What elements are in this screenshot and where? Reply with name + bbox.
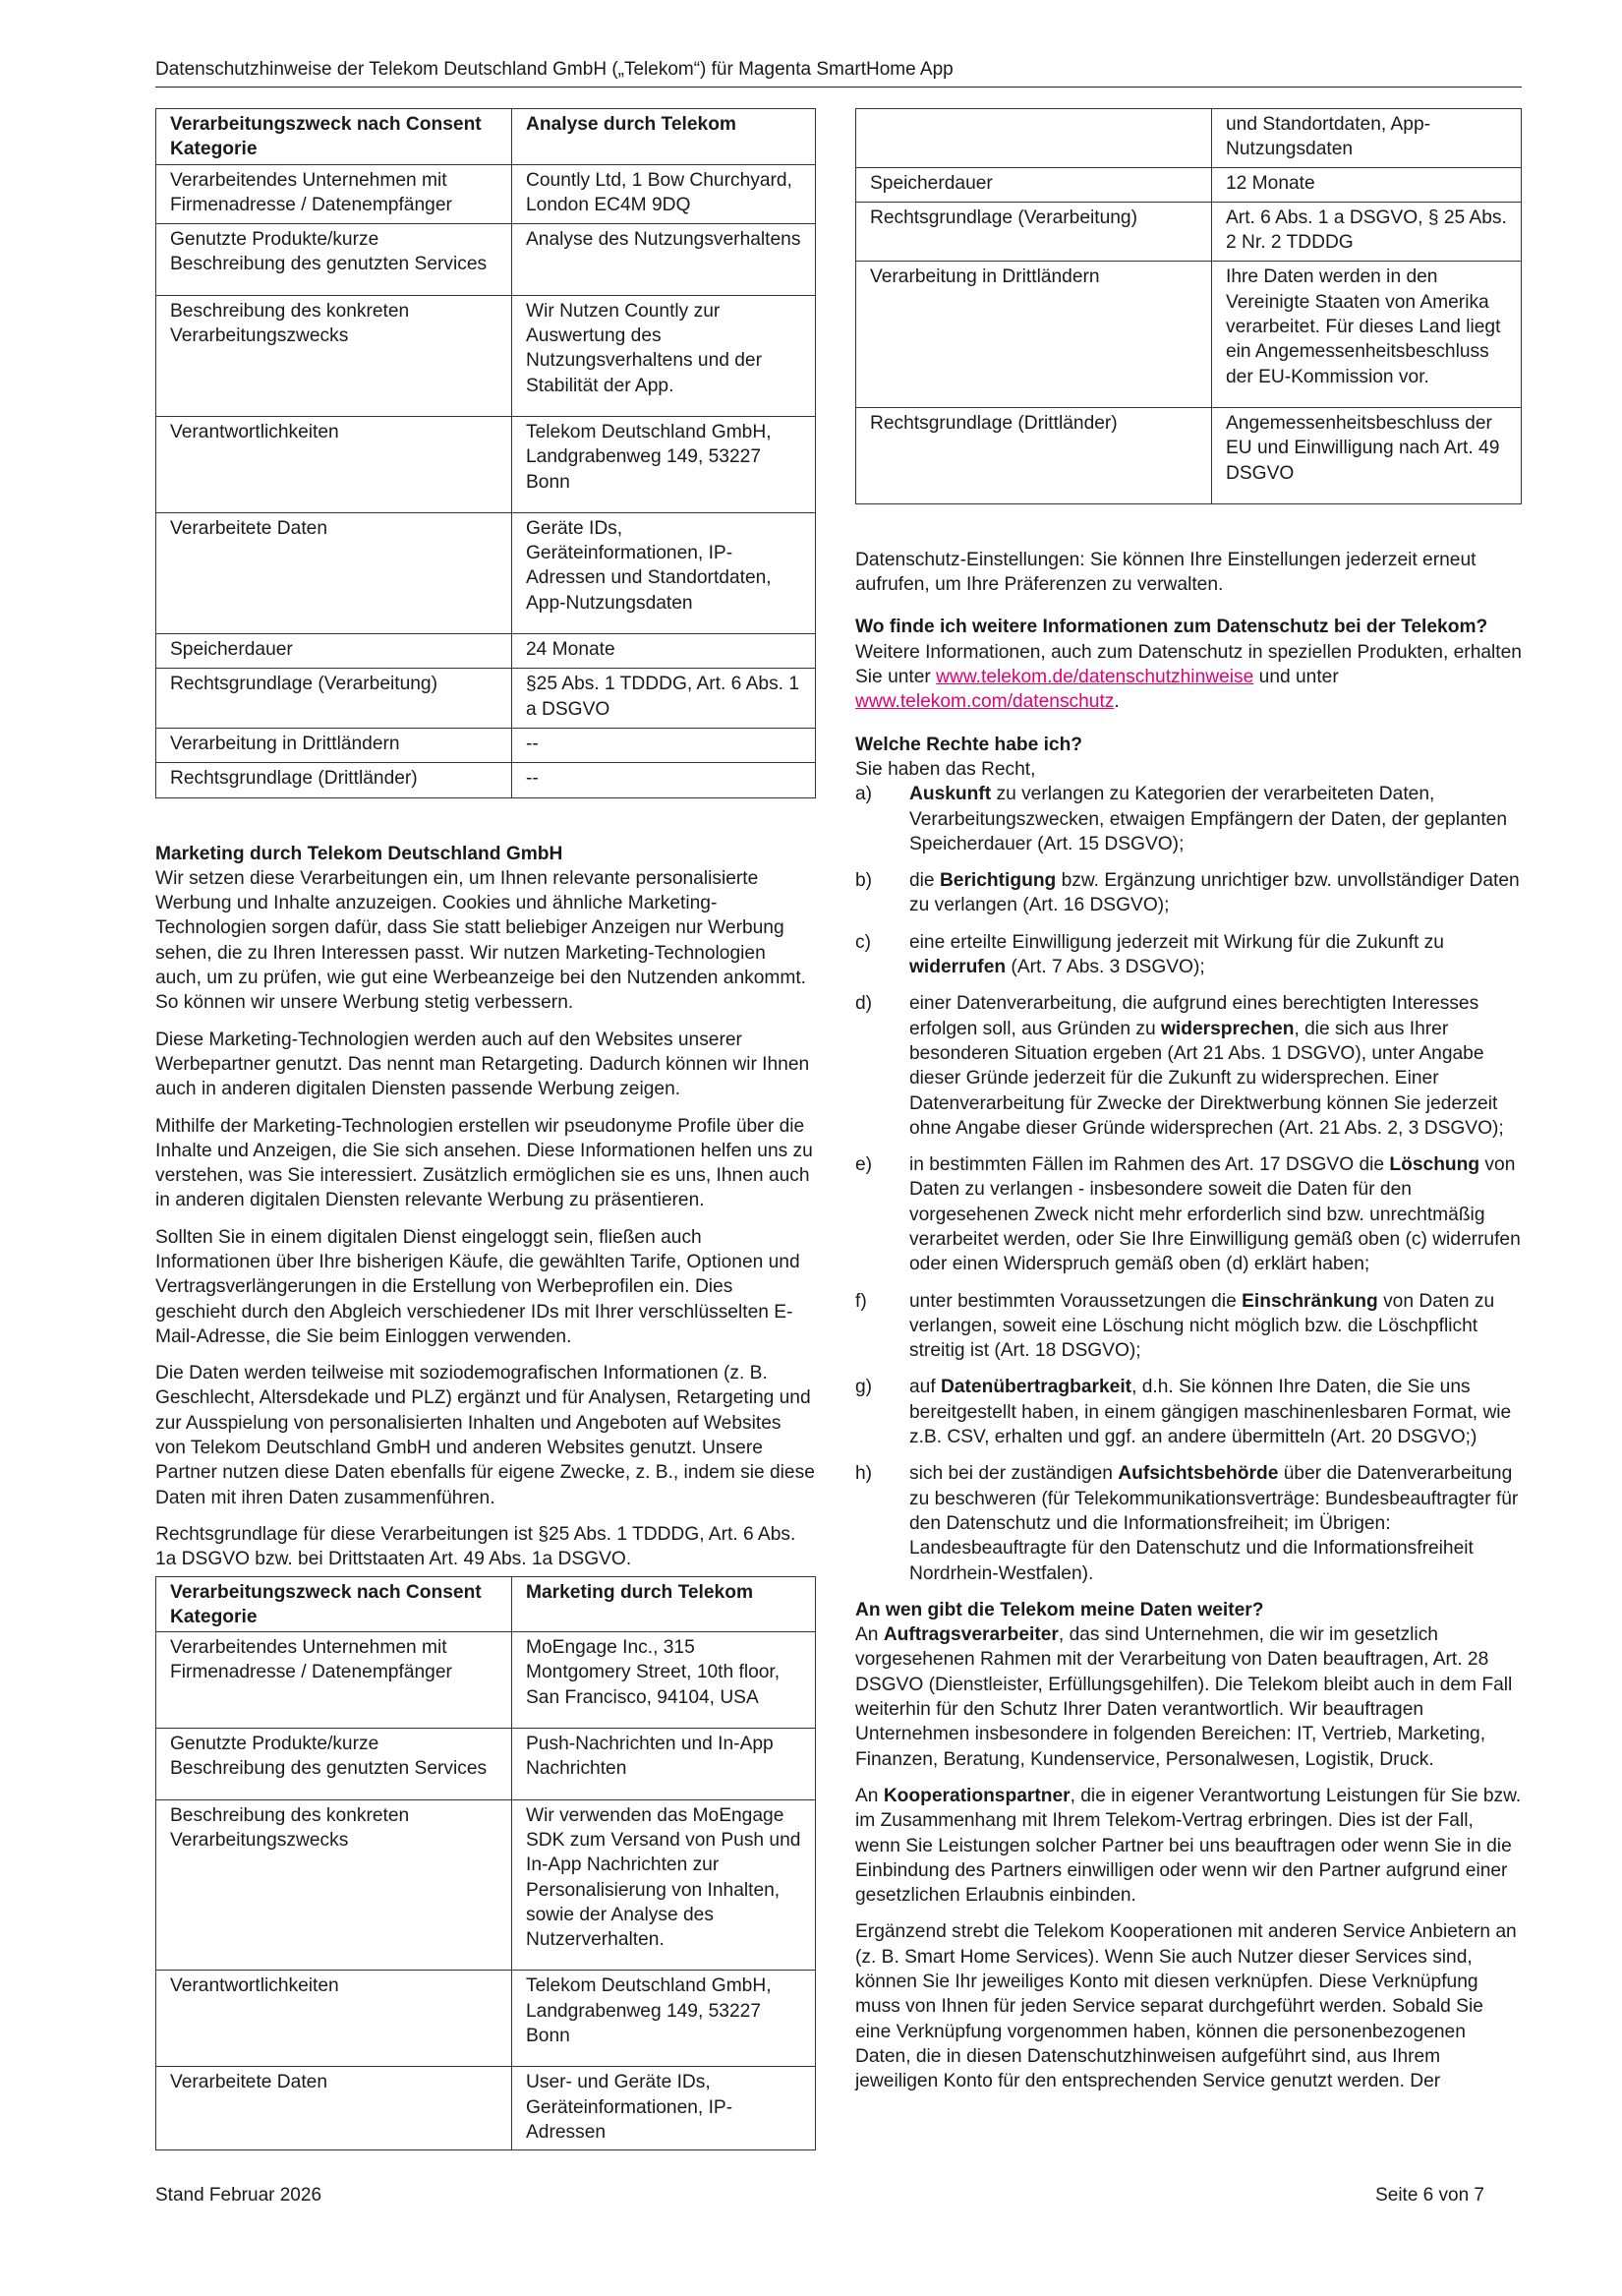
table-row [156, 763, 816, 797]
table-key-cell: Verarbeitung in Drittländern [156, 728, 512, 762]
table-key-cell: Verarbeitete Daten [156, 2067, 512, 2150]
more-info-text: Weitere Informationen, auch zum Datenschutz in speziellen Produkten, erhalten Sie unter [855, 641, 1522, 688]
list-item-text-part: auf [909, 1377, 942, 1398]
table-value-cell: und Standortdaten, App-Nutzungsdaten [1212, 109, 1522, 168]
telekom-de-privacy-link[interactable]: www.telekom.de/datenschutzhinweise [936, 667, 1254, 688]
list-item-text [909, 930, 1522, 980]
disclosure-emphasis: Kooperationspartner [883, 1785, 1071, 1806]
table-value-cell: Countly Ltd, 1 Bow Churchyard, London EC4M 9DQ [512, 164, 816, 224]
table-value-cell: Analyse des Nutzungsverhaltens [512, 224, 816, 296]
table-key-cell: Genutzte Produkte/kurze Beschreibung des genutzten Services [156, 224, 512, 296]
rights-intro: Sie haben das Recht, [855, 758, 1036, 780]
table-key-cell: Speicherdauer [156, 634, 512, 669]
table-row [156, 164, 816, 224]
table-key-cell: Verarbeitete Daten [156, 512, 512, 633]
list-item [855, 991, 1522, 1141]
disclosure-heading: An wen gibt die Telekom meine Daten weiter? [855, 1599, 1264, 1620]
table-value-cell: Art. 6 Abs. 1 a DSGVO, § 25 Abs. 2 Nr. 2 TDDDG [1212, 202, 1522, 262]
privacy-settings-text: Datenschutz-Einstellungen: Sie können Ihre Einstellungen jederzeit erneut aufrufen, um Ihre Präferenzen zu verwalten. [855, 549, 1477, 596]
table-value-cell: Push-Nachrichten und In-App Nachrichten [512, 1729, 816, 1800]
list-item [855, 930, 1522, 980]
table-row [156, 416, 816, 512]
table-key-cell: Verantwortlichkeiten [156, 416, 512, 512]
table-key-cell: Verarbeitendes Unternehmen mit Firmenadresse / Datenempfänger [156, 1632, 512, 1729]
disclosure-text: An [855, 1785, 884, 1806]
list-item-emphasis: Einschränkung [1242, 1290, 1378, 1312]
list-item-letter: h) [855, 1463, 873, 1485]
page-header: Datenschutzhinweise der Telekom Deutschland GmbH („Telekom“) für Magenta SmartHome App [155, 59, 1522, 88]
marketing-paragraph: Diese Marketing-Technologien werden auch auf den Websites unserer Werbepartner genutzt. Das nennt man Retargeting. Dadurch können wir Ihnen auch in anderen digitalen Diensten passende Werbung zeigen. [155, 1029, 810, 1100]
list-item-text-part: von Daten zu verlangen - insbesondere soweit die Daten für den vorgesehenen Zweck nicht mehr erforderlich sind bzw. unrechtmäßig verarbeitet werden, oder Sie Ihre Einwilligung gemäß oben (c) widerrufen oder einen Widerspruch gemäß oben (d) erklärt haben; [909, 1154, 1521, 1275]
table-value-cell: 12 Monate [1212, 167, 1522, 202]
rights-list [855, 782, 1522, 1586]
list-item-letter: e) [855, 1154, 873, 1176]
list-item-text [909, 1461, 1522, 1585]
table-key-cell: Rechtsgrundlage (Drittländer) [856, 407, 1212, 503]
disclosure-text: , die in eigener Verantwortung Leistungen für Sie bzw. im Zusammenhang mit Ihrem Telekom-Vertrag erbringen. Dies ist der Fall, wenn Sie Leistungen solcher Partner bei uns beauftragen oder wenn Sie in die Einbindung des Partners einwilligen oder wenn wir den Partner aufgrund einer gesetzlichen Erlaubnis einbinden. [855, 1785, 1522, 1907]
list-item-emphasis: Datenübertragbarkeit [941, 1377, 1132, 1398]
table-value-cell: Telekom Deutschland GmbH, Landgrabenweg 149, 53227 Bonn [512, 416, 816, 512]
table-header-row [156, 1576, 816, 1632]
disclosure-text: An [855, 1624, 884, 1646]
list-item [855, 1289, 1522, 1364]
table-row [856, 167, 1522, 202]
table-value-cell: Geräte IDs, Geräteinformationen, IP-Adressen und Standortdaten, App-Nutzungsdaten [512, 512, 816, 633]
table-key-cell: Beschreibung des konkreten Verarbeitungszwecks [156, 295, 512, 416]
list-item-text-part: die [909, 870, 940, 892]
more-info-heading: Wo finde ich weitere Informationen zum Datenschutz bei der Telekom? [855, 617, 1488, 638]
list-item-letter: c) [855, 931, 871, 953]
table-row [856, 109, 1522, 168]
list-item-text-part: über die Datenverarbeitung zu beschweren (für Telekommunikationsverträge: Bundesbeauftragter für den Datenschutz und die Informationsfreiheit; im Übrigen: Landesbeauftragte für den Datenschutz und die Informationsfreiheit Nordrhein-Westfalen). [909, 1463, 1519, 1584]
table-key-cell: Rechtsgrundlage (Verarbeitung) [156, 669, 512, 729]
list-item [855, 868, 1522, 918]
list-item [855, 1461, 1522, 1585]
list-item-text [909, 868, 1522, 918]
table-header-cell: Verarbeitungszweck nach Consent Kategorie [156, 109, 512, 165]
table-value-cell: Ihre Daten werden in den Vereinigte Staaten von Amerika verarbeitet. Für dieses Land liegt ein Angemessenheitsbeschluss der EU-Kommission vor. [1212, 262, 1522, 407]
disclosure-paragraph [855, 1622, 1522, 1772]
table-key-cell: Verarbeitendes Unternehmen mit Firmenadresse / Datenempfänger [156, 164, 512, 224]
disclosure-paragraph: Ergänzend strebt die Telekom Kooperationen mit anderen Service Anbietern an (z. B. Smart Home Services). Wenn Sie auch Nutzer dieser Services sind, können Sie Ihr jeweiliges Konto mit diesen verknüpfen. Diese Verknüpfung muss von Ihnen für jeden Service separat durchgeführt werden. Sobald Sie eine Verknüpfung vorgenommen haben, können die personenbezogenen Daten, die in diesen Datenschutzhinweisen aufgeführt sind, aus Ihrem jeweiligen Konto für den entsprechenden Service genutzt werden. Der [855, 1921, 1517, 2092]
table-value-cell: -- [512, 728, 816, 762]
table-value-cell: Angemessenheitsbeschluss der EU und Einwilligung nach Art. 49 DSGVO [1212, 407, 1522, 503]
list-item-text-part: in bestimmten Fällen im Rahmen des Art. 17 DSGVO die [909, 1154, 1390, 1176]
list-item-text-part: zu verlangen zu Kategorien der verarbeiteten Daten, Verarbeitungszwecken, etwaigen Empfängern der Daten, der geplanten Speicherdauer (Art. 15 DSGVO); [909, 784, 1507, 854]
table-header-row [156, 109, 816, 165]
table-value-cell: §25 Abs. 1 TDDDG, Art. 6 Abs. 1 a DSGVO [512, 669, 816, 729]
table-value-cell: Wir Nutzen Countly zur Auswertung des Nutzungsverhaltens und der Stabilität der App. [512, 295, 816, 416]
spacer [155, 798, 816, 842]
table-key-cell: Genutzte Produkte/kurze Beschreibung des genutzten Services [156, 1729, 512, 1800]
table-row [156, 295, 816, 416]
table-row [156, 634, 816, 669]
list-item-text-part: , d.h. Sie können Ihre Daten, die Sie uns bereitgestellt haben, in einem gängigen maschinenlesbaren Format, wie z.B. CSV, erhalten und ggf. an andere übermitteln (Art. 20 DSGVO;) [909, 1377, 1512, 1448]
list-item-text-part: unter bestimmten Voraussetzungen die [909, 1290, 1243, 1312]
list-item-letter: d) [855, 993, 873, 1015]
table-row [156, 1632, 816, 1729]
footer-page-number: Seite 6 von 7 [1375, 2185, 1484, 2206]
marketing-table [155, 1576, 816, 2151]
list-item-text [909, 1152, 1522, 1276]
list-item [855, 1375, 1522, 1449]
list-item-emphasis: widersprechen [1161, 1018, 1295, 1039]
list-item-text [909, 991, 1522, 1141]
list-item-letter: g) [855, 1377, 873, 1398]
rights-heading: Welche Rechte habe ich? [855, 734, 1083, 755]
table-row [156, 1971, 816, 2067]
marketing-legal-basis: Rechtsgrundlage für diese Verarbeitungen ist §25 Abs. 1 TDDDG, Art. 6 Abs. 1a DSGVO bzw. bei Drittstaaten Art. 49 Abs. 1a DSGVO. [155, 1523, 796, 1570]
list-item-emphasis: widerrufen [909, 957, 1007, 978]
table-row [856, 407, 1522, 503]
table-key-cell: Rechtsgrundlage (Drittländer) [156, 763, 512, 797]
more-info-text: und unter [1253, 667, 1339, 688]
table-row [156, 1729, 816, 1800]
list-item-text-part: , die sich aus Ihrer besonderen Situation ergeben (Art 21 Abs. 1 DSGVO), unter Angabe dieser Gründe jederzeit für die Zukunft zu widersprechen. Einer Datenverarbeitung für Zwecke der Direktwerbung können Sie jederzeit ohne Angabe dieser Gründe widersprechen (Art. 21 Abs. 2, 3 DSGVO); [909, 1018, 1504, 1139]
more-info-text: . [1114, 691, 1120, 713]
list-item-letter: f) [855, 1290, 867, 1312]
marketing-paragraph: Mithilfe der Marketing-Technologien erstellen wir pseudonyme Profile über die Inhalte und Anzeigen, die Sie sich ansehen. Diese Informationen helfen uns zu verstehen, was Sie interessiert. Zusätzlich ermöglichen sie es uns, Ihnen auch in anderen digitalen Diensten relevante Werbung zu präsentieren. [155, 1115, 813, 1211]
list-item-text-part: von Daten zu verlangen, soweit eine Löschung nicht möglich bzw. die Löschpflicht streitig ist (Art. 18 DSGVO); [909, 1290, 1495, 1362]
list-item-text-part: eine erteilte Einwilligung jederzeit mit Wirkung für die Zukunft zu [909, 931, 1444, 953]
table-key-cell: Verarbeitung in Drittländern [856, 262, 1212, 407]
list-item-text-part: einer Datenverarbeitung, die aufgrund eines berechtigten Interesses erfolgen soll, aus Gründen zu [909, 993, 1479, 1039]
table-value-cell: -- [512, 763, 816, 797]
table-key-cell: Verantwortlichkeiten [156, 1971, 512, 2067]
table-row [856, 202, 1522, 262]
disclosure-paragraph [855, 1784, 1522, 1908]
left-column [155, 108, 816, 2150]
table-row [156, 2067, 816, 2150]
table-row [156, 669, 816, 729]
list-item-text-part: sich bei der zuständigen [909, 1463, 1119, 1485]
table-row [156, 1799, 816, 1971]
analysis-table [155, 108, 816, 798]
table-value-cell: Telekom Deutschland GmbH, Landgrabenweg 149, 53227 Bonn [512, 1971, 816, 2067]
table-key-cell [856, 109, 1212, 168]
table-row [156, 512, 816, 633]
list-item-text [909, 1375, 1522, 1449]
list-item-letter: a) [855, 784, 873, 805]
marketing-paragraph: Sollten Sie in einem digitalen Dienst eingeloggt sein, fließen auch Informationen über Ihre bisherigen Käufe, die gewählten Tarife, Optionen und Vertragsverlängerungen in die Erstellung von Werbeprofilen ein. Dies geschieht durch den Abgleich verschiedener IDs mit Ihrer verschlüsselten E-Mail-Adresse, die Sie beim Einloggen verwenden. [155, 1226, 800, 1347]
table-header-cell: Marketing durch Telekom [512, 1576, 816, 1632]
table-row [856, 262, 1522, 407]
table-key-cell: Rechtsgrundlage (Verarbeitung) [856, 202, 1212, 262]
disclosure-emphasis: Auftragsverarbeiter [883, 1624, 1059, 1646]
marketing-table-continued [855, 108, 1522, 504]
telekom-com-privacy-link[interactable]: www.telekom.com/datenschutz [855, 691, 1115, 713]
table-row [156, 224, 816, 296]
table-value-cell: User- und Geräte IDs, Geräteinformationen, IP-Adressen [512, 2067, 816, 2150]
footer-date: Stand Februar 2026 [155, 2185, 322, 2206]
table-value-cell: MoEngage Inc., 315 Montgomery Street, 10th floor, San Francisco, 94104, USA [512, 1632, 816, 1729]
list-item-emphasis: Aufsichtsbehörde [1118, 1463, 1279, 1485]
more-info-paragraph [855, 640, 1522, 715]
list-item-text [909, 782, 1522, 856]
marketing-heading: Marketing durch Telekom Deutschland GmbH [155, 843, 563, 864]
table-header-cell: Analyse durch Telekom [512, 109, 816, 165]
right-column [855, 108, 1522, 2105]
table-key-cell: Beschreibung des konkreten Verarbeitungszwecks [156, 1799, 512, 1971]
list-item-text-part: (Art. 7 Abs. 3 DSGVO); [1006, 957, 1205, 978]
list-item-letter: b) [855, 870, 873, 892]
table-value-cell: Wir verwenden das MoEngage SDK zum Versand von Push und In-App Nachrichten zur Personalisierung von Inhalten, sowie der Analyse des Nutzerverhalten. [512, 1799, 816, 1971]
list-item-emphasis: Berichtigung [939, 870, 1057, 892]
table-row [156, 728, 816, 762]
list-item-emphasis: Auskunft [909, 784, 992, 805]
disclosure-text: , das sind Unternehmen, die wir im gesetzlich vorgesehenen Rahmen mit der Verarbeitung von Daten beauftragen, Art. 28 DSGVO (Dienstleister, Erfüllungsgehilfen). Die Telekom bleibt auch in dem Fall weiterhin für den Schutz Ihrer Daten verantwortlich. Wir beauftragen Unternehmen insbesondere in folgenden Bereichen: IT, Vertrieb, Marketing, Finanzen, Beratung, Kundenservice, Personalwesen, Logistik, Druck. [855, 1624, 1513, 1770]
spacer [855, 504, 1522, 548]
list-item-emphasis: Löschung [1389, 1154, 1480, 1176]
list-item-text [909, 1289, 1522, 1364]
marketing-paragraph: Wir setzen diese Verarbeitungen ein, um Ihnen relevante personalisierte Werbung und Inhalte anzuzeigen. Cookies und ähnliche Marketing-Technologien sorgen dafür, dass Sie statt beliebiger Anzeigen nur Werbung sehen, die zu Ihren Interessen passt. Wir nutzen Marketing-Technologien auch, um zu prüfen, wie gut eine Werbeanzeige bei den Nutzenden ankommt. So können wir unsere Werbung stetig verbessern. [155, 867, 807, 1014]
table-header-cell: Verarbeitungszweck nach Consent Kategorie [156, 1576, 512, 1632]
marketing-paragraph: Die Daten werden teilweise mit soziodemografischen Informationen (z. B. Geschlecht, Altersdekade und PLZ) ergänzt und für Analysen, Retargeting und zur Ausspielung von personalisierten Inhalten und Angeboten auf Websites von Telekom Deutschland GmbH und anderen Websites genutzt. Unsere Partner nutzen diese Daten ebenfalls für eigene Zwecke, z. B., indem sie diese Daten mit ihren Daten zusammenführen. [155, 1363, 815, 1508]
list-item-text-part: bzw. Ergänzung unrichtiger bzw. unvollständiger Daten zu verlangen (Art. 16 DSGVO); [909, 870, 1520, 916]
table-key-cell: Speicherdauer [856, 167, 1212, 202]
table-value-cell: 24 Monate [512, 634, 816, 669]
list-item [855, 1152, 1522, 1276]
list-item [855, 782, 1522, 856]
